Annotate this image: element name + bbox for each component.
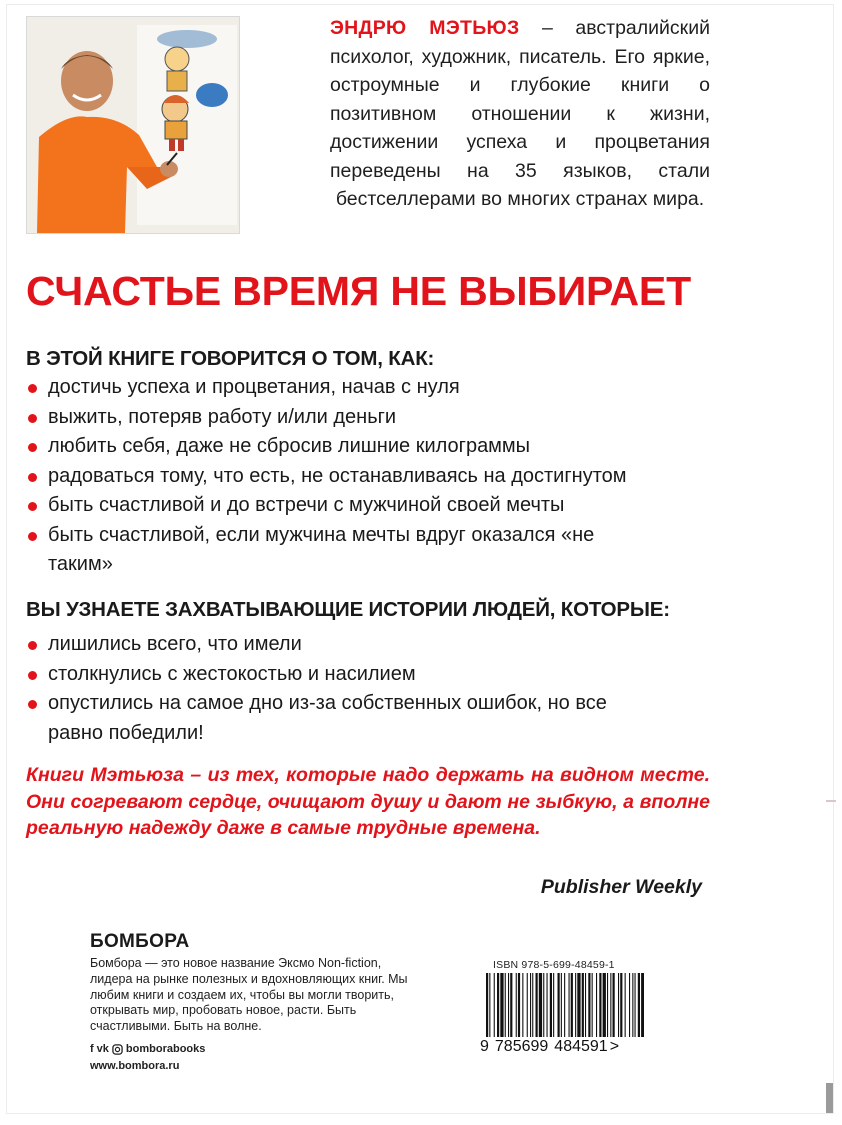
barcode-bar [632,973,633,1037]
review-quote: Книги Мэтьюза – из тех, которые надо держать на видном месте. Они согревают сердце, очищают душу и дают не зыбкую, а вполне реальную надежду даже в самые трудные времена. [26,764,710,839]
barcode-bar [625,973,626,1037]
bullet-dot-icon [28,532,37,541]
barcode-digit-first: 9 [480,1038,489,1055]
barcode-bar [553,973,554,1037]
barcode-bar [505,973,506,1037]
publisher-website: www.bombora.ru [90,1060,180,1072]
barcode-digit-group1: 785699 [494,1038,549,1055]
barcode-bar [629,973,630,1037]
list-item: столкнулись с жестокостью и насилием [26,660,726,690]
instagram-icon [112,1044,123,1055]
barcode-bar [486,973,488,1037]
barcode-bar [588,973,590,1037]
barcode-bar [539,973,542,1037]
barcode-bar [558,973,560,1037]
bullet-dot-icon [28,384,37,393]
list-item: достичь успеха и процветания, начав с нуля [26,373,726,403]
author-bio [330,14,710,214]
barcode-bar [550,973,552,1037]
barcode-bar [510,973,512,1037]
author-name: ЭНДРЮ МЭТЬЮЗ [330,17,520,39]
edge-mark-bottom [826,1083,833,1113]
vk-icon: vk [96,1043,109,1055]
barcode-bar [564,973,565,1037]
section2-heading: ВЫ УЗНАЕТЕ ЗАХВАТЫВАЮЩИЕ ИСТОРИИ ЛЮДЕЙ, КОТОРЫЕ: [26,598,670,621]
list-item: быть счастливой и до встречи с мужчиной своей мечты [26,491,726,521]
edge-mark-top [826,800,836,802]
barcode-bar [561,973,562,1037]
barcode-digit-group2: 484591 [554,1038,608,1055]
barcode-bar [635,973,636,1037]
publisher-name: БОМБОРА [90,931,190,952]
barcode-bar [613,973,615,1037]
barcode-bar [582,973,584,1037]
list-item: опустились на самое дно из-за собственных ошибок, но все равно победили! [26,689,608,748]
section1-heading: В ЭТОЙ КНИГЕ ГОВОРИТСЯ О ТОМ, КАК: [26,347,435,370]
barcode-bar [508,973,509,1037]
author-photo [26,16,240,234]
barcode-bar [618,973,619,1037]
bullet-dot-icon [28,414,37,423]
barcode-bar [547,973,548,1037]
bullet-dot-icon [28,641,37,650]
barcode-bar [585,973,586,1037]
barcode-bar [599,973,601,1037]
barcode-bar [522,973,523,1037]
barcode-bar [527,973,528,1037]
bullet-dot-icon [28,502,37,511]
barcode-bar [500,973,503,1037]
bullet-dot-icon [28,473,37,482]
barcode-bar [577,973,580,1037]
barcode-bar [610,973,611,1037]
barcode [484,973,644,1037]
publisher-description: Бомбора — это новое название Эксмо Non-fiction, лидера на рынке полезных и вдохновляющих книг. Мы любим книги и создаем их, чтобы вы могли творить, открывать мир, пробовать новое, расти. Быть счастливыми. Быть на волне. [90,956,408,1034]
bullet-dot-icon [28,671,37,680]
barcode-bar [603,973,606,1037]
list-item: любить себя, даже не сбросив лишние килограммы [26,432,726,462]
barcode-bar [596,973,597,1037]
barcode-bar [497,973,499,1037]
barcode-bar [641,973,644,1037]
isbn-label: ISBN 978-5-699-48459-1 [493,959,615,971]
barcode-bar [638,973,640,1037]
barcode-arrow: > [609,1038,620,1055]
barcode-bar [494,973,495,1037]
list-item: выжить, потеряв работу и/или деньги [26,403,726,433]
barcode-bar [530,973,531,1037]
bullet-dot-icon [28,443,37,452]
barcode-bar [516,973,517,1037]
barcode-bar [620,973,622,1037]
barcode-bar [607,973,608,1037]
barcode-bar [532,973,533,1037]
social-handle: bomborabooks [125,1043,206,1055]
section1-list [26,373,726,580]
book-title: СЧАСТЬЕ ВРЕМЯ НЕ ВЫБИРАЕТ [26,268,691,314]
barcode-bar [543,973,544,1037]
author-bio-text: – австралийский психолог, художник, писатель. Его яркие, остроумные и глубокие книги о позитивном отношении к жизни, достижении успеха и процветания переведены на 35 языков, стали бестселлерами во многих странах мира. [330,17,710,210]
list-item: быть счастливой, если мужчина мечты вдруг оказался «не таким» [26,521,608,580]
barcode-bar [536,973,538,1037]
publisher-social [90,1043,205,1055]
barcode-bar [575,973,576,1037]
section2-list [26,630,726,748]
quote-source: Publisher Weekly [540,876,702,898]
list-item: радоваться тому, что есть, не останавливаясь на достигнутом [26,462,726,492]
facebook-icon: f [90,1043,94,1055]
barcode-bar [592,973,593,1037]
barcode-bar [489,973,490,1037]
barcode-digits [480,1038,619,1056]
barcode-bar [571,973,573,1037]
barcode-bar [518,973,520,1037]
bullet-dot-icon [28,700,37,709]
barcode-bar [569,973,570,1037]
list-item: лишились всего, что имели [26,630,726,660]
